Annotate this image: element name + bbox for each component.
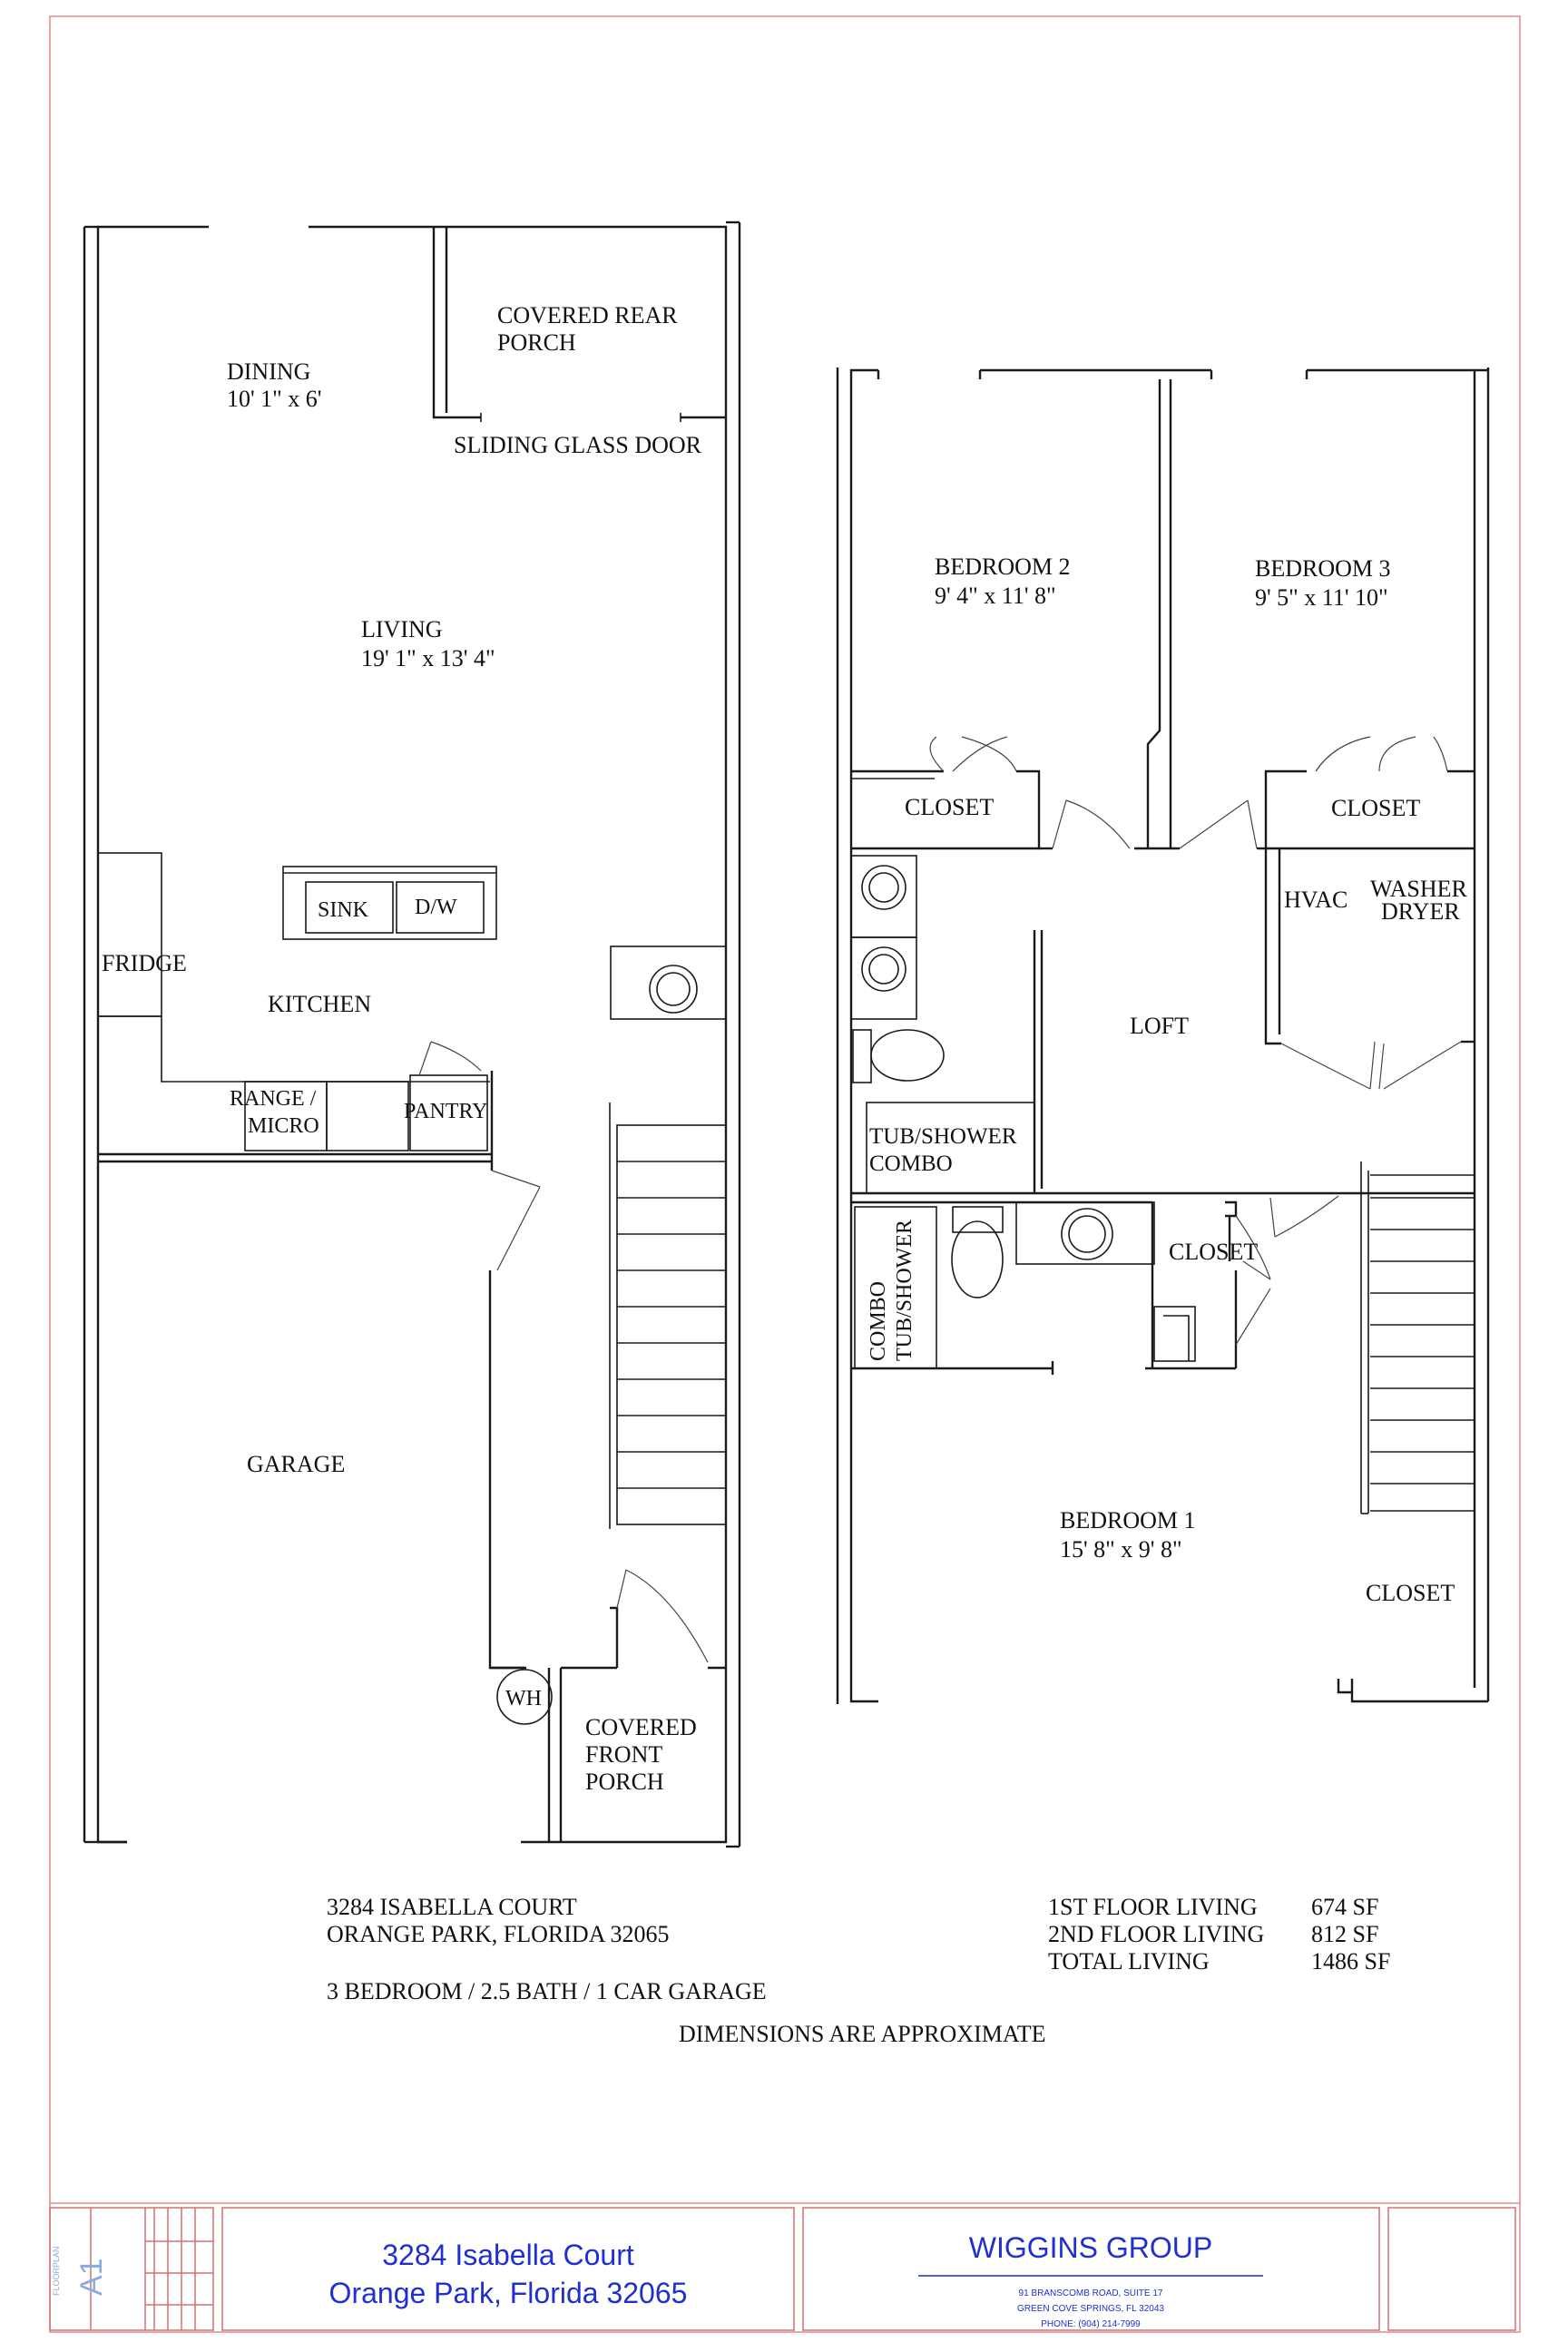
svg-text:COMBO: COMBO bbox=[869, 1152, 953, 1176]
svg-text:FRONT: FRONT bbox=[585, 1741, 663, 1768]
address-line2: ORANGE PARK, FLORIDA 32065 bbox=[327, 1921, 670, 1947]
fridge bbox=[98, 853, 162, 1016]
first-floor-stairs bbox=[610, 1102, 726, 1529]
area-label: 1ST FLOOR LIVING bbox=[1048, 1894, 1258, 1920]
svg-text:MICRO: MICRO bbox=[248, 1114, 319, 1138]
closet-bedroom3-label: CLOSET bbox=[1331, 795, 1421, 821]
sink-label: SINK bbox=[318, 898, 369, 922]
svg-text:9' 4" x 11' 8": 9' 4" x 11' 8" bbox=[935, 583, 1056, 609]
pantry-door bbox=[419, 1042, 481, 1075]
bedroom1-label: BEDROOM 1 bbox=[1060, 1507, 1196, 1534]
water-heater-label: WH bbox=[505, 1687, 542, 1710]
bedroom-divider-wall bbox=[1148, 379, 1160, 848]
laundry-doors bbox=[1281, 1042, 1461, 1089]
svg-text:19' 1" x 13' 4": 19' 1" x 13' 4" bbox=[361, 645, 495, 671]
master-toilet-tank bbox=[953, 1207, 1003, 1232]
rear-porch-wall bbox=[434, 227, 481, 417]
first-floor-right-wall bbox=[309, 227, 726, 1842]
project-name: 3284 Isabella Court bbox=[382, 2239, 634, 2271]
second-floor-left-wall bbox=[851, 370, 878, 1701]
loft-bath-wall bbox=[1034, 930, 1475, 1193]
hall-closet-doors bbox=[1236, 1216, 1270, 1345]
plan-notes bbox=[327, 1894, 1390, 2047]
company-address2: GREEN COVE SPRINGS, FL 32043 bbox=[1017, 2304, 1164, 2314]
living-label: LIVING bbox=[361, 616, 443, 642]
svg-text:10' 1" x 6': 10' 1" x 6' bbox=[227, 386, 322, 412]
title-block bbox=[50, 2208, 1515, 2330]
upper-bath-toilet bbox=[871, 1030, 944, 1081]
second-floor-stairs bbox=[1361, 1161, 1475, 1514]
company-name: WIGGINS GROUP bbox=[968, 2231, 1213, 2264]
master-vanity bbox=[1016, 1202, 1154, 1264]
bedroom3-door bbox=[1180, 800, 1257, 848]
washer-dryer-label: WASHER bbox=[1370, 876, 1467, 902]
company-address1: 91 BRANSCOMB ROAD, SUITE 17 bbox=[1018, 2288, 1163, 2298]
second-floor-labels bbox=[867, 554, 1468, 1606]
hall-closet-label: CLOSET bbox=[1169, 1239, 1259, 1265]
master-bedroom-door bbox=[1270, 1196, 1338, 1237]
bedroom2-label: BEDROOM 2 bbox=[935, 554, 1071, 580]
closet-bedroom1-label: CLOSET bbox=[1366, 1580, 1455, 1606]
project-city: Orange Park, Florida 32065 bbox=[328, 2277, 688, 2309]
front-door bbox=[617, 1570, 708, 1662]
loft-label: LOFT bbox=[1130, 1013, 1189, 1039]
area-value: 812 SF bbox=[1311, 1921, 1379, 1947]
dimensions-note: DIMENSIONS ARE APPROXIMATE bbox=[679, 2021, 1046, 2047]
address-line1: 3284 ISABELLA COURT bbox=[327, 1894, 577, 1920]
closet-bedroom2-label: CLOSET bbox=[905, 794, 995, 820]
area-value: 1486 SF bbox=[1311, 1948, 1391, 1975]
sliding-glass-door-label: SLIDING GLASS DOOR bbox=[454, 432, 702, 458]
svg-text:TUB/SHOWER: TUB/SHOWER bbox=[893, 1220, 916, 1361]
first-floor-labels bbox=[102, 302, 702, 1795]
company-phone: PHONE: (904) 214-7999 bbox=[1041, 2319, 1141, 2329]
sheet-name: FLOORPLAN bbox=[52, 2246, 61, 2296]
home-summary: 3 BEDROOM / 2.5 BATH / 1 CAR GARAGE bbox=[327, 1978, 767, 2004]
tub-shower-combo-label: TUB/SHOWER bbox=[869, 1124, 1017, 1149]
upper-bath-toilet-tank bbox=[853, 1030, 871, 1083]
covered-rear-porch-label: COVERED REAR bbox=[497, 302, 678, 328]
powder-room bbox=[611, 946, 726, 1019]
first-floor-left-wall bbox=[98, 227, 209, 1842]
dining-label: DINING bbox=[227, 358, 311, 385]
closet-bedroom3 bbox=[1266, 771, 1307, 848]
closet-bedroom3-doors bbox=[1316, 737, 1447, 771]
bedroom3-label: BEDROOM 3 bbox=[1255, 555, 1391, 582]
combo-tub-shower-label: COMBO bbox=[867, 1280, 890, 1361]
covered-front-porch-label: COVERED bbox=[585, 1714, 697, 1740]
svg-text:9' 5" x 11' 10": 9' 5" x 11' 10" bbox=[1255, 584, 1388, 611]
kitchen-label: KITCHEN bbox=[268, 991, 372, 1017]
closet-bedroom2-doors bbox=[930, 737, 1016, 771]
stamp-box bbox=[1388, 2208, 1515, 2330]
range-micro-label: RANGE / bbox=[230, 1087, 317, 1111]
sheet-number: A1 bbox=[74, 2258, 109, 2296]
fridge-label: FRIDGE bbox=[102, 950, 187, 976]
pantry-label: PANTRY bbox=[404, 1100, 488, 1123]
garage-label: GARAGE bbox=[247, 1451, 346, 1477]
kitchen-island bbox=[283, 867, 496, 939]
first-floor-plan bbox=[84, 222, 740, 1847]
svg-text:15' 8" x 9' 8": 15' 8" x 9' 8" bbox=[1060, 1536, 1182, 1563]
area-value: 674 SF bbox=[1311, 1894, 1379, 1920]
hvac-label: HVAC bbox=[1284, 887, 1348, 913]
area-label: 2ND FLOOR LIVING bbox=[1048, 1921, 1265, 1947]
garage-door bbox=[492, 1171, 540, 1270]
svg-text:PORCH: PORCH bbox=[585, 1769, 664, 1795]
svg-text:PORCH: PORCH bbox=[497, 329, 576, 356]
svg-text:DRYER: DRYER bbox=[1381, 898, 1460, 925]
area-label: TOTAL LIVING bbox=[1048, 1948, 1210, 1975]
bedroom2-door bbox=[1053, 800, 1130, 848]
dishwasher-label: D/W bbox=[415, 896, 457, 919]
